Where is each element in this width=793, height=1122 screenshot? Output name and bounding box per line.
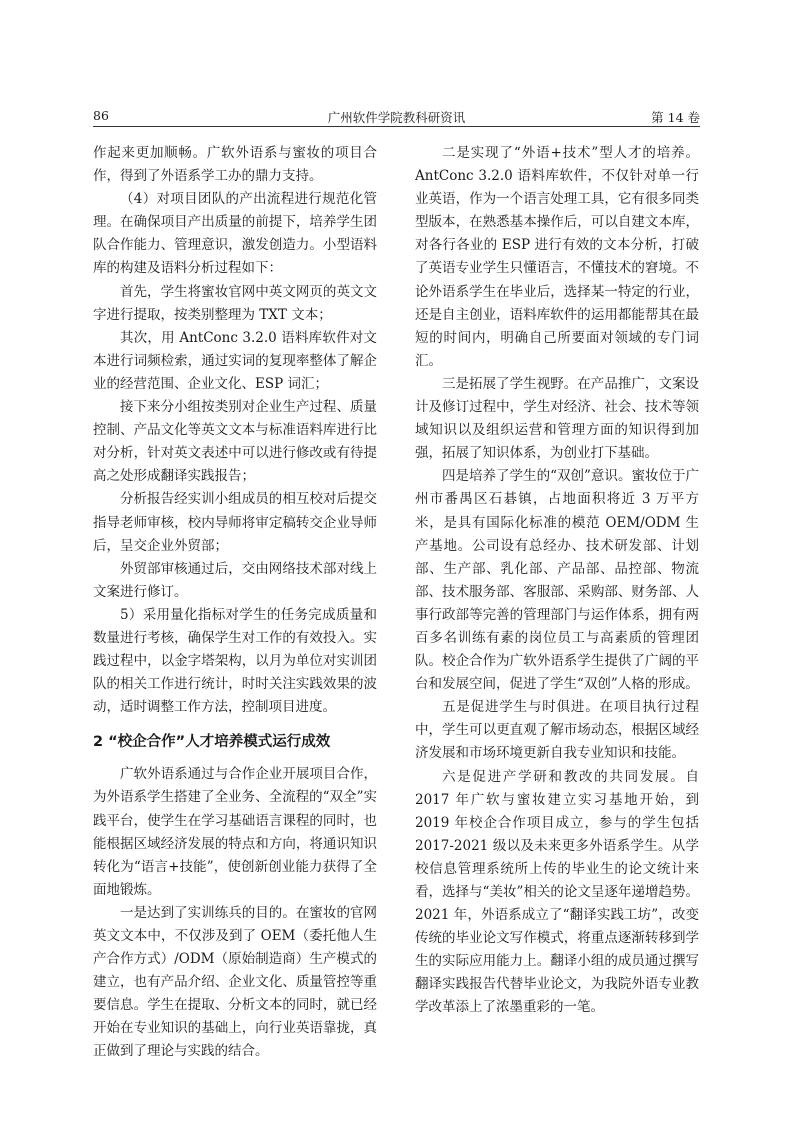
paragraph: 四是培养了学生的“双创”意识。蜜妆位于广州市番禺区石碁镇，占地面积将近 3 万平方米，是具有国际化标准的模范 OEM/ODM 生产基地。公司设有总经办、技术研发部、计划部、生产部、乳化部、产品部、品控部、物流部、技术服务部、客服部、采购部、财务部、人事行政部等完善的管理部门与运作体系，拥有两百多名训练有素的岗位员工与高素质的管理团队。校企合作为广软外语系学生提供了广阔的平台和发展空间，促进了学生“双创”人格的形成。 — [415, 468, 699, 693]
paragraph: 六是促进产学研和教改的共同发展。自 2017 年广软与蜜妆建立实习基地开始，到 2019 年校企合作项目成立，参与的学生包括 2017-2021 级以及未来更多外语系学生。从学校信息管理系统所上传的毕业生的论文统计来看，选择与“美妆”相关的论文呈逐年递增趋势。2021 年，外语系成立了“翻译实践工坊”，改变传统的毕业论文写作模式，将重点逐渐转移到学生的实际应用能力上。翻译小组的成员通过撰写翻译实践报告代替毕业论文，为我院外语专业教学改革添上了浓墨重彩的一笔。 — [415, 768, 699, 1016]
volume-label: 第 14 卷 — [651, 110, 700, 125]
paragraph: 5）采用量化指标对学生的任务完成质量和数量进行考核，确保学生对工作的有效投入。实践过程中，以金字塔架构，以月为单位对实训团队的相关工作进行统计，时时关注实践效果的波动，适时调整工作方法，控制项目进度。 — [93, 606, 377, 716]
paragraph: （4）对项目团队的产出流程进行规范化管理。在确保项目产出质量的前提下，培养学生团队合作能力、管理意识，激发创造力。小型语料库的构建及语料分析过程如下： — [93, 191, 377, 277]
paragraph: 五是促进学生与时俱进。在项目执行过程中，学生可以更直观了解市场动态，根据区域经济发展和市场环境更新自我专业知识和技能。 — [415, 699, 699, 762]
right-column — [415, 142, 699, 1020]
paragraph: 三是拓展了学生视野。在产品推广，文案设计及修订过程中，学生对经济、社会、技术等领域知识以及组织运营和管理方面的知识得到加强，拓展了知识体系，为创业打下基础。 — [415, 375, 699, 462]
left-column — [93, 142, 377, 1064]
page-number: 86 — [93, 108, 109, 123]
paragraph: 二是实现了“外语+技术”型人才的培养。AntConc 3.2.0 语料库软件，不仅针对单一行业英语，作为一个语言处理工具，它有很多同类型版本，在熟悉基本操作后，可以自建文本库，对各行各业的 ESP 进行有效的文本分析，打破了英语专业学生只懂语言，不懂技术的窘境。不论外语系学生在毕业后，选择某一特定的行业，还是自主创业，语料库软件的运用都能帮其在最短的时间内，明确自己所要面对领域的专门词汇。 — [415, 145, 699, 369]
paragraph: 外贸部审核通过后，交由网络技术部对线上文案进行修订。 — [93, 560, 377, 600]
paragraph: 接下来分小组按类别对企业生产过程、质量控制、产品文化等英文文本与标准语料库进行比对分析，针对英文表述中可以进行修改或有待提高之处形成翻译实践报告； — [93, 399, 377, 485]
paragraph: 一是达到了实训练兵的目的。在蜜妆的官网英文文本中，不仅涉及到了 OEM（委托他人生产合作方式）/ODM（原始制造商）生产模式的建立，也有产品介绍、企业文化、质量管控等重要信息。学生在提取、分析文本的同时，就已经开始在专业知识的基础上，向行业英语靠拢，真正做到了理论与实践的结合。 — [93, 904, 377, 1060]
journal-title: 广州软件学院教科研资讯 — [327, 110, 466, 125]
section-heading: 2 “校企合作”人才培养模式运行成效 — [93, 734, 331, 751]
paragraph: 作起来更加顺畅。广软外语系与蜜妆的项目合作，得到了外语系学工办的鼎力支持。 — [93, 145, 377, 185]
paragraph: 其次，用 AntConc 3.2.0 语料库软件对文本进行词频检索，通过实词的复现率整体了解企业的经营范围、企业文化、ESP 词汇； — [93, 329, 377, 392]
paragraph: 分析报告经实训小组成员的相互校对后提交指导老师审核，校内导师将审定稿转交企业导师后，呈交企业外贸部； — [93, 491, 377, 554]
paragraph: 广软外语系通过与合作企业开展项目合作，为外语系学生搭建了全业务、全流程的“双全”实践平台，使学生在学习基础语言课程的同时，也能根据区域经济发展的特点和方向，将通识知识转化为“语言+技能”，使创新创业能力获得了全面地锻炼。 — [93, 766, 377, 898]
running-header — [93, 106, 700, 127]
paragraph: 首先，学生将蜜妆官网中英文网页的英文文字进行提取，按类别整理为 TXT 文本； — [93, 283, 377, 323]
